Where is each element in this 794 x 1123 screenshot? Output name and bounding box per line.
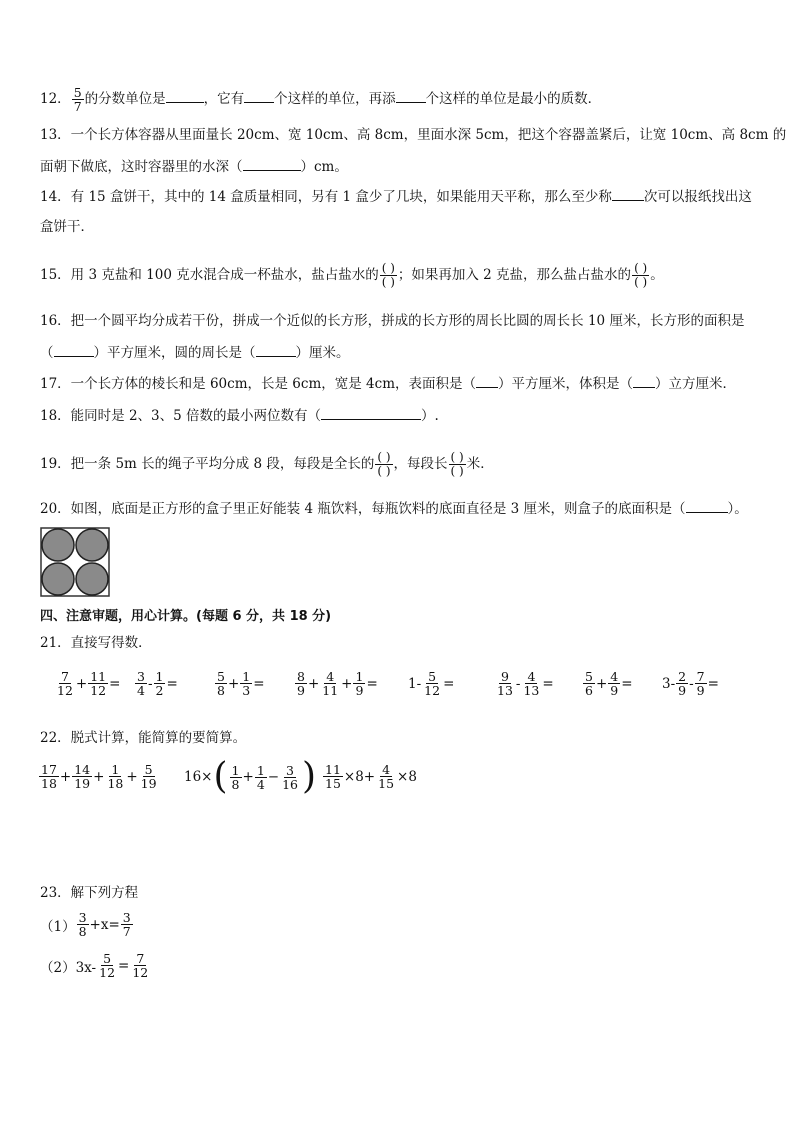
question-23-title: 23．解下列方程 (40, 885, 139, 901)
question-21-title: 21．直接写得数． (40, 635, 152, 651)
calc-item-4: $\frac{8}{9}$ + $\frac{4}{11}$ + $\frac{1}{9}$ = (297, 669, 378, 698)
calc-item-8: 3- $\frac{2}{9}$ - $\frac{7}{9}$ = (662, 669, 719, 698)
answer-fraction[interactable]: $\frac{( )}{( )}$ (377, 450, 391, 478)
answer-fraction[interactable]: $\frac{( )}{( )}$ (450, 450, 464, 478)
answer-blank[interactable] (396, 88, 426, 103)
expression-1: $\frac{17}{18}$ + $\frac{14}{19}$ + $\frac{1}{18}$ + $\frac{5}{19}$ (41, 762, 157, 791)
calc-item-2: $\frac{3}{4}$ - $\frac{1}{2}$ = (137, 669, 178, 698)
question-17: 17．一个长方体的棱长和是 60cm，长是 6cm，宽是 4cm，表面积是（ ）平方厘米，体积是（ ）立方厘米． (40, 373, 764, 394)
calc-item-7: $\frac{5}{6}$ + $\frac{4}{9}$ = (585, 669, 633, 698)
expression-3: $\frac{11}{15}$ ×8+ $\frac{4}{15}$ ×8 (325, 762, 417, 791)
answer-blank[interactable] (633, 373, 655, 388)
calc-item-6: $\frac{9}{13}$ - $\frac{4}{13}$ = (497, 669, 554, 698)
answer-blank[interactable] (612, 186, 644, 201)
question-12: 12． $\frac{5}{7}$ 的分数单位是 ，它有 个这样的单位，再添 个这样的单位是最小的质数． (40, 85, 602, 114)
answer-blank[interactable] (166, 88, 204, 103)
fraction: $\frac{5}{7}$ (73, 85, 82, 114)
answer-blank[interactable] (476, 373, 498, 388)
question-19: 19．把一条 5m 长的绳子平均分成 8 段，每段是全长的 $\frac{( )}{( )}$ ，每段长 $\frac{( )}{( )}$ 米． (40, 450, 494, 478)
question-14-line-2: 盒饼干． (40, 219, 94, 235)
calc-item-1: $\frac{7}{12}$ + $\frac{11}{12}$ = (57, 669, 121, 698)
equation-2: （2）3x- $\frac{5}{12}$ = $\frac{7}{12}$ (40, 951, 149, 980)
answer-fraction[interactable]: $\frac{( )}{( )}$ (381, 261, 395, 289)
question-22-title: 22．脱式计算，能简算的要简算。 (40, 730, 247, 746)
calc-item-5: 1- $\frac{5}{12}$ = (408, 669, 455, 698)
expression-2: 16× ( $\frac{1}{8}$ + $\frac{1}{4}$ − $\frac{3}{16}$ ) (184, 756, 317, 797)
answer-blank[interactable] (244, 88, 274, 103)
question-14-line-1: 14．有 15 盒饼干，其中的 14 盒质量相同，另有 1 盒少了几块，如果能用天平称，那么至少称 次可以报纸找出这 (40, 186, 764, 207)
question-18: 18．能同时是 2、3、5 倍数的最小两位数有（ ）. (40, 405, 764, 426)
four-bottles-figure (40, 527, 110, 597)
answer-fraction[interactable]: $\frac{( )}{( )}$ (634, 261, 648, 289)
question-20: 20．如图，底面是正方形的盒子里正好能装 4 瓶饮料，每瓶饮料的底面直径是 3 厘米，则盒子的底面积是（ ）。 (40, 498, 764, 519)
question-16-line-2: （ ）平方厘米，圆的周长是（ ）厘米。 (40, 342, 764, 363)
calc-item-3: $\frac{5}{8}$ + $\frac{1}{3}$ = (217, 669, 265, 698)
answer-blank[interactable] (321, 405, 421, 420)
section-4-title: 四、注意审题，用心计算。(每题 6 分，共 18 分) (40, 609, 332, 624)
answer-blank[interactable] (256, 342, 296, 357)
question-13-line-2: 面朝下做底，这时容器里的水深（ ）cm。 (40, 156, 764, 177)
equation-1: （1） $\frac{3}{8}$ +x= $\frac{3}{7}$ (40, 910, 131, 939)
question-13-line-1: 13．一个长方体容器从里面量长 20cm、宽 10cm、高 8cm，里面水深 5cm，把这个容器盖紧后，让宽 10cm、高 8cm 的 (40, 127, 787, 143)
answer-blank[interactable] (54, 342, 94, 357)
question-15: 15．用 3 克盐和 100 克水混合成一杯盐水，盐占盐水的 $\frac{( )}{( )}$ ；如果再加入 2 克盐，那么盐占盐水的 $\frac{( )}{( )}$ 。 (40, 261, 664, 289)
answer-blank[interactable] (243, 156, 301, 171)
answer-blank[interactable] (686, 498, 728, 513)
question-16-line-1: 16．把一个圆平均分成若干份，拼成一个近似的长方形，拼成的长方形的周长比圆的周长长 10 厘米，长方形的面积是 (40, 313, 745, 329)
